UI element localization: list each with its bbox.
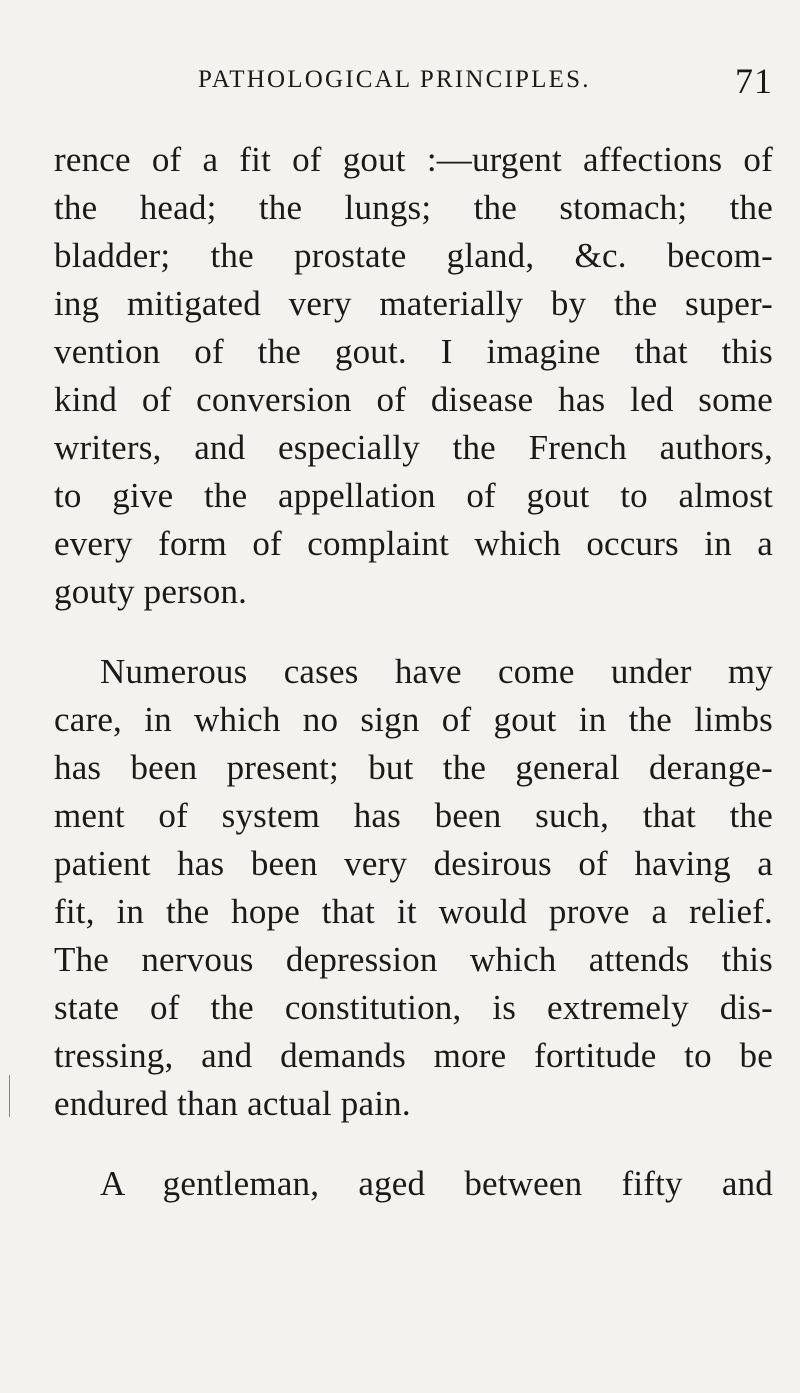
text-line: endured than actual pain. bbox=[54, 1084, 411, 1123]
text-line: patient has been very desirous of having a bbox=[54, 844, 773, 883]
page-number: 71 bbox=[735, 61, 773, 101]
text-line: vention of the gout. I imagine that this bbox=[54, 332, 773, 371]
margin-mark bbox=[9, 1075, 10, 1117]
text-line: state of the constitution, is extremely dis- bbox=[54, 988, 773, 1027]
text-line: gouty person. bbox=[54, 572, 248, 611]
text-line: care, in which no sign of gout in the limbs bbox=[54, 700, 773, 739]
text-line: rence of a fit of gout :—urgent affections of bbox=[54, 140, 773, 179]
running-header bbox=[198, 62, 773, 106]
text-line: bladder; the prostate gland, &c. becom- bbox=[54, 236, 773, 275]
text-line: ing mitigated very materially by the super- bbox=[54, 284, 773, 323]
text-line: has been present; but the general derange- bbox=[54, 748, 773, 787]
text-line: every form of complaint which occurs in a bbox=[54, 524, 773, 563]
text-line: the head; the lungs; the stomach; the bbox=[54, 188, 773, 227]
text-line: kind of conversion of disease has led some bbox=[54, 380, 773, 419]
running-title: PATHOLOGICAL PRINCIPLES. bbox=[198, 66, 591, 93]
text-line: The nervous depression which attends this bbox=[54, 940, 773, 979]
text-line: writers, and especially the French authors, bbox=[54, 428, 773, 467]
text-line: Numerous cases have come under my bbox=[100, 652, 773, 691]
text-line: ment of system has been such, that the bbox=[54, 796, 773, 835]
text-line: tressing, and demands more fortitude to be bbox=[54, 1036, 773, 1075]
text-line: to give the appellation of gout to almost bbox=[54, 476, 773, 515]
text-line: A gentleman, aged between fifty and bbox=[100, 1164, 773, 1203]
text-line: fit, in the hope that it would prove a relief. bbox=[54, 892, 773, 931]
